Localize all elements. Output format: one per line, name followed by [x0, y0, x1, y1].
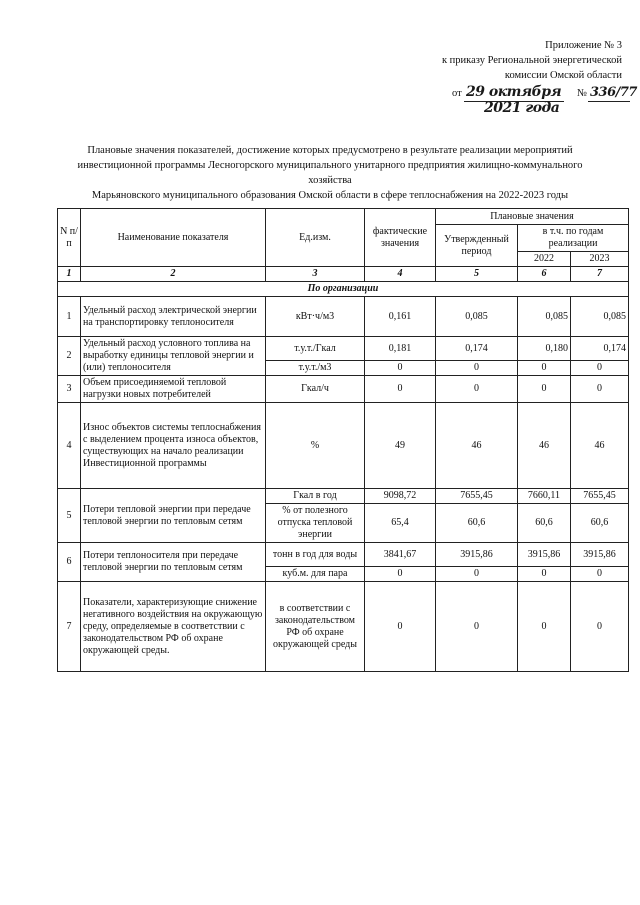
appendix-line-1: Приложение № 3: [545, 40, 622, 51]
value-2023: 0,174: [571, 337, 629, 361]
value-2022: 0: [518, 361, 571, 376]
value-2023: 0,085: [571, 297, 629, 337]
indicators-table: [57, 208, 629, 672]
value-2022: 0,180: [518, 337, 571, 361]
handwritten-year: 2021 года: [484, 100, 560, 116]
actual-value: 0,161: [365, 297, 436, 337]
table-row: [58, 337, 629, 361]
row-number: 5: [58, 489, 81, 543]
approved-value: 60,6: [436, 504, 518, 543]
actual-value: 3841,67: [365, 543, 436, 567]
section-header: По организации: [58, 282, 629, 297]
header-num: N п/п: [58, 209, 81, 267]
title-line-1: Плановые значения показателей, достижение которых предусмотрено в результате реализации мероприятий: [87, 145, 573, 156]
unit-cell: Гкал/ч: [266, 376, 365, 403]
row-number: 1: [58, 297, 81, 337]
col-number-7: 7: [571, 267, 629, 282]
appendix-line-2: к приказу Региональной энергетической: [441, 55, 622, 66]
order-number-label: №: [577, 88, 588, 99]
row-number: 3: [58, 376, 81, 403]
actual-value: 0: [365, 361, 436, 376]
indicator-name: Износ объектов системы теплоснабжения с выделением процента износа объектов, существующих на начало реализации Инвестиционной программы: [81, 403, 266, 489]
approved-value: 7655,45: [436, 489, 518, 504]
value-2023: 3915,86: [571, 543, 629, 567]
header-planned: Плановые значения: [436, 209, 629, 225]
value-2022: 0: [518, 582, 571, 672]
unit-cell: тонн в год для воды: [266, 543, 365, 567]
indicator-name: Потери теплоносителя при передаче тепловой энергии по тепловым сетям: [81, 543, 266, 582]
actual-value: 9098,72: [365, 489, 436, 504]
header-2022: 2022: [518, 252, 571, 267]
unit-cell: Гкал в год: [266, 489, 365, 504]
unit-cell: т.у.т./Гкал: [266, 337, 365, 361]
approved-value: 0: [436, 376, 518, 403]
unit-cell: % от полезного отпуска тепловой энергии: [266, 504, 365, 543]
handwritten-number: 336/77: [590, 85, 637, 100]
header-approved: Утвержденный период: [436, 225, 518, 267]
table-row: [58, 489, 629, 504]
header-unit: Ед.изм.: [266, 209, 365, 267]
col-number-3: 3: [266, 267, 365, 282]
value-2023: 46: [571, 403, 629, 489]
appendix-line-3: комиссии Омской области: [504, 70, 622, 81]
value-2023: 0: [571, 567, 629, 582]
actual-value: 0: [365, 376, 436, 403]
unit-cell: куб.м. для пара: [266, 567, 365, 582]
value-2022: 0: [518, 567, 571, 582]
row-number: 4: [58, 403, 81, 489]
number-underline: [588, 101, 630, 102]
value-2022: 60,6: [518, 504, 571, 543]
indicator-name: Удельный расход электрической энергии на транспортировку теплоносителя: [81, 297, 266, 337]
value-2023: 0: [571, 582, 629, 672]
table-row: [58, 376, 629, 403]
indicator-name: Удельный расход условного топлива на выработку единицы тепловой энергии и (или) теплоносителя: [81, 337, 266, 376]
table-row: [58, 582, 629, 672]
document-title: [60, 143, 600, 203]
indicator-name: Показатели, характеризующие снижение негативного воздействия на окружающую среду, определяемые в соответствии с законодательством РФ об охране окружающей среды.: [81, 582, 266, 672]
table-row: [58, 403, 629, 489]
order-from-label: от: [452, 88, 462, 99]
value-2022: 3915,86: [518, 543, 571, 567]
unit-cell: кВт·ч/м3: [266, 297, 365, 337]
col-number-6: 6: [518, 267, 571, 282]
approved-value: 46: [436, 403, 518, 489]
actual-value: 65,4: [365, 504, 436, 543]
actual-value: 0: [365, 567, 436, 582]
value-2022: 0,085: [518, 297, 571, 337]
actual-value: 49: [365, 403, 436, 489]
col-number-4: 4: [365, 267, 436, 282]
handwritten-date: 29 октября: [466, 84, 562, 100]
value-2022: 46: [518, 403, 571, 489]
header-name: Наименование показателя: [81, 209, 266, 267]
unit-cell: %: [266, 403, 365, 489]
col-number-1: 1: [58, 267, 81, 282]
value-2023: 60,6: [571, 504, 629, 543]
title-line-2: инвестиционной программы Лесногорского муниципального унитарного предприятия жилищно-коммунального хозяйства: [77, 160, 583, 186]
value-2022: 7660,11: [518, 489, 571, 504]
approved-value: 0,174: [436, 337, 518, 361]
title-line-3: Марьяновского муниципального образования Омской области в сфере теплоснабжения на 2022-2023 годы: [91, 190, 569, 201]
value-2023: 0: [571, 361, 629, 376]
table-row: [58, 297, 629, 337]
appendix-header: [402, 38, 622, 83]
col-number-5: 5: [436, 267, 518, 282]
value-2022: 0: [518, 376, 571, 403]
indicator-name: Потери тепловой энергии при передаче тепловой энергии по тепловым сетям: [81, 489, 266, 543]
indicator-name: Объем присоединяемой тепловой нагрузки новых потребителей: [81, 376, 266, 403]
approved-value: 3915,86: [436, 543, 518, 567]
actual-value: 0,181: [365, 337, 436, 361]
unit-cell: в соответствии с законодательством РФ об охране окружающей среды: [266, 582, 365, 672]
row-number: 7: [58, 582, 81, 672]
table-row: [58, 543, 629, 567]
actual-value: 0: [365, 582, 436, 672]
unit-cell: т.у.т./м3: [266, 361, 365, 376]
header-actual: фактические значения: [365, 209, 436, 267]
value-2023: 0: [571, 376, 629, 403]
col-number-2: 2: [81, 267, 266, 282]
row-number: 6: [58, 543, 81, 582]
value-2023: 7655,45: [571, 489, 629, 504]
header-by-years: в т.ч. по годам реализации: [518, 225, 629, 252]
approved-value: 0: [436, 361, 518, 376]
approved-value: 0: [436, 582, 518, 672]
approved-value: 0: [436, 567, 518, 582]
header-2023: 2023: [571, 252, 629, 267]
row-number: 2: [58, 337, 81, 376]
approved-value: 0,085: [436, 297, 518, 337]
